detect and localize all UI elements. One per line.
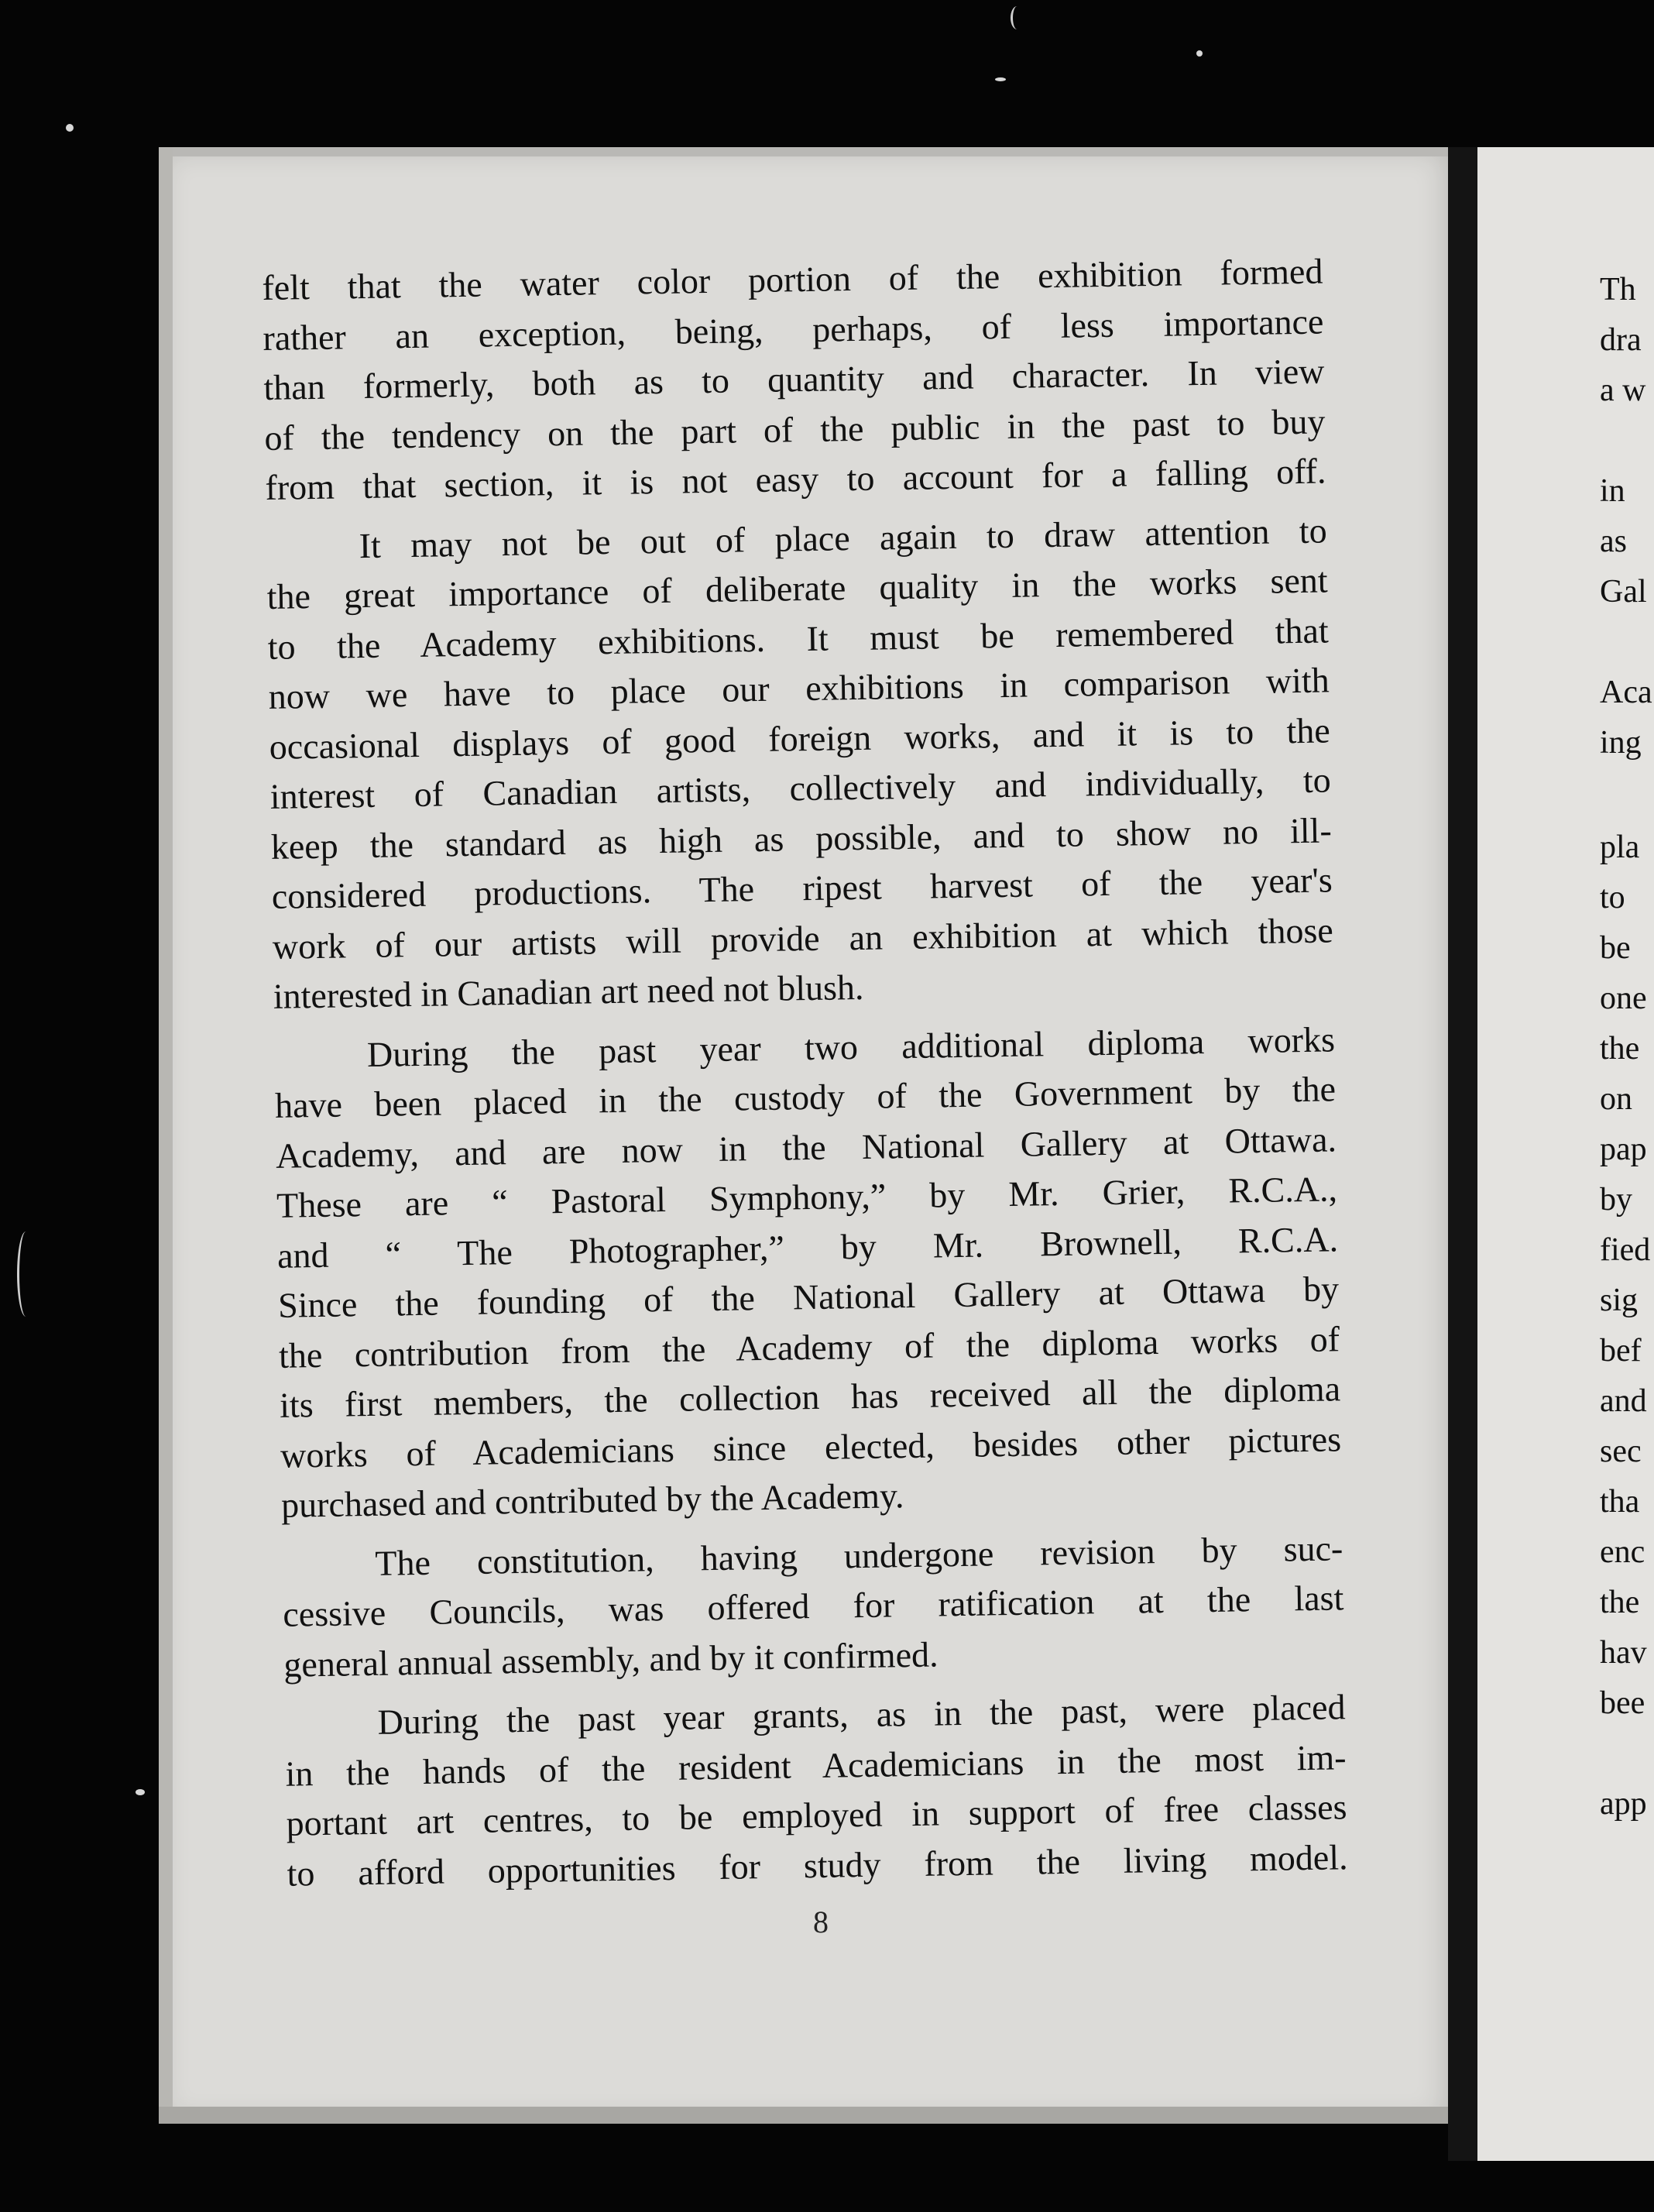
text-line: to afford opportunities for study from the living model.: [287, 1836, 1348, 1894]
facing-text-fragment: the: [1600, 1031, 1640, 1066]
page-number: 8: [813, 1905, 829, 1939]
text-line: portant art centres, to be employed in support of free classes: [286, 1787, 1347, 1843]
facing-text-fragment: in: [1600, 473, 1625, 509]
text-line: considered productions. The ripest harvest of the year's: [271, 860, 1333, 916]
facing-text-fragment: dra: [1600, 322, 1642, 358]
facing-text-fragment: Aca: [1600, 675, 1652, 710]
text-line: It may not be out of place again to draw attention to: [359, 510, 1327, 565]
scan-speck: [1196, 50, 1203, 57]
facing-text-fragment: app: [1600, 1786, 1647, 1822]
paragraph-5: [284, 1682, 1348, 1898]
paragraph-3: [274, 1015, 1343, 1530]
text-line: Since the founding of the National Gallery at Ottawa by: [277, 1269, 1340, 1325]
facing-text-fragment: a w: [1600, 373, 1646, 408]
text-line: rather an exception, being, perhaps, of less importance: [263, 301, 1324, 358]
facing-text-fragment: and: [1600, 1383, 1647, 1419]
text-line: its first members, the collection has received all the diploma: [279, 1369, 1341, 1425]
facing-text-fragment: hav: [1600, 1635, 1647, 1671]
left-page-side-edge: [159, 147, 173, 2124]
page-body-text: [262, 246, 1348, 1898]
facing-text-fragment: pla: [1600, 830, 1640, 865]
scan-speck: [136, 1789, 145, 1795]
text-line: felt that the water color portion of the exhibition formed: [262, 251, 1323, 307]
text-line: purchased and contributed by the Academy.: [280, 1475, 904, 1525]
facing-text-fragment: sec: [1600, 1434, 1642, 1469]
text-line: work of our artists will provide an exhibition at which those: [272, 909, 1334, 967]
facing-text-fragment: Gal: [1600, 574, 1647, 610]
facing-text-fragment: the: [1600, 1585, 1640, 1620]
text-line: of the tendency on the part of the public in the past to buy: [264, 400, 1326, 458]
text-line: than formerly, both as to quantity and character. In view: [263, 351, 1325, 407]
facing-text-fragment: fied: [1600, 1232, 1651, 1268]
text-line: have been placed in the custody of the Government by the: [274, 1069, 1337, 1125]
scan-speck: [995, 77, 1006, 81]
facing-text-fragment: bee: [1600, 1685, 1645, 1721]
text-line: works of Academicians since elected, besides other pictures: [280, 1418, 1342, 1475]
text-line: now we have to place our exhibitions in comparison with: [268, 660, 1330, 716]
facing-text-fragment: to: [1600, 880, 1625, 915]
paragraph-2: [266, 506, 1334, 1022]
facing-text-fragment: tha: [1600, 1484, 1640, 1520]
book-gutter: [1448, 147, 1477, 2161]
text-line: in the hands of the resident Academicians in the most im-: [285, 1736, 1347, 1794]
text-line: Academy, and are now in the National Gallery at Ottawa.: [275, 1118, 1337, 1176]
text-line: interest of Canadian artists, collectively and individually, to: [269, 760, 1332, 816]
text-line: occasional displays of good foreign works, and it is to the: [269, 709, 1331, 767]
text-line: the great importance of deliberate quality in the works sent: [266, 560, 1328, 617]
text-line: from that section, it is not easy to account for a falling off.: [265, 451, 1326, 507]
scan-speck: [66, 124, 74, 132]
text-line: general annual assembly, and by it confirmed.: [283, 1634, 939, 1685]
facing-text-fragment: sig: [1600, 1283, 1639, 1318]
facing-text-fragment: enc: [1600, 1534, 1645, 1570]
left-page-top-edge: [159, 147, 1448, 156]
scan-artifact-curve: [17, 1231, 35, 1317]
paragraph-1: [262, 246, 1326, 513]
text-line: During the past year grants, as in the past, were placed: [377, 1687, 1346, 1742]
facing-text-fragment: ing: [1600, 725, 1642, 761]
text-line: the contribution from the Academy of the diploma works of: [278, 1318, 1340, 1376]
text-line: keep the standard as high as possible, and to show no ill-: [270, 809, 1333, 867]
facing-text-fragment: be: [1600, 930, 1631, 966]
text-line: These are “ Pastoral Symphony,” by Mr. Grier, R.C.A.,: [276, 1169, 1338, 1225]
scan-artifact-mark: [1011, 6, 1024, 29]
text-line: and “ The Photographer,” by Mr. Brownell, R.C.A.: [276, 1218, 1339, 1276]
facing-text-fragment: Th: [1600, 272, 1636, 307]
paragraph-4: [282, 1523, 1345, 1690]
text-line: The constitution, having undergone revision by suc-: [374, 1527, 1343, 1583]
facing-text-fragment: on: [1600, 1081, 1632, 1117]
facing-text-fragment: one: [1600, 981, 1647, 1016]
text-line: During the past year two additional diploma works: [366, 1018, 1336, 1074]
facing-text-fragment: by: [1600, 1182, 1632, 1218]
text-line: to the Academy exhibitions. It must be remembered that: [267, 610, 1330, 667]
text-line: cessive Councils, was offered for ratification at the last: [283, 1578, 1344, 1634]
facing-text-fragment: bef: [1600, 1333, 1642, 1369]
facing-text-fragment: as: [1600, 524, 1627, 559]
left-page-bottom-edge: [159, 2107, 1448, 2124]
facing-text-fragment: pap: [1600, 1132, 1647, 1167]
text-line: interested in Canadian art need not blush.: [273, 967, 864, 1016]
